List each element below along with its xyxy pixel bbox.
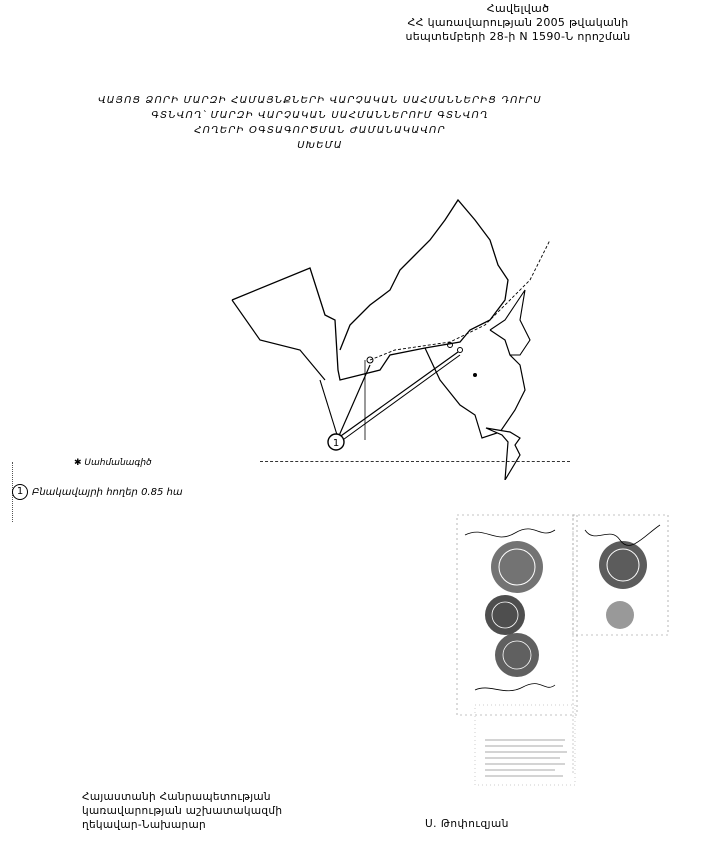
title-line-4: ՍԽԵՄԱ (297, 140, 343, 151)
survey-line-b (338, 352, 458, 438)
stamp-seal-4 (495, 633, 539, 677)
stamp-seal-3 (485, 595, 525, 635)
footer-signatory-title (82, 790, 282, 832)
footer-line-1: Հայաստանի Հանրապետության (82, 791, 271, 803)
stamps-and-signatures (445, 505, 675, 790)
legend-plot-text: Բնակավայրի հողեր 0.85 հա (32, 486, 183, 498)
stamp-paper-bottom (475, 705, 575, 785)
stamp-seal-1 (491, 541, 543, 593)
signer-name: Ս. Թոփուզյան (425, 818, 509, 830)
region-boundary (232, 200, 508, 380)
footer-line-3: ղեկավար-Նախարար (82, 819, 206, 831)
survey-line-d (320, 380, 338, 438)
legend-boundary-label: Սահմանագիծ (84, 458, 152, 468)
signature-scribble-1 (465, 529, 555, 537)
title-line-1: ՎԱՅՈՑ ՁՈՐԻ ՄԱՐԶԻ ՀԱՄԱՅՆՔՆԵՐԻ ՎԱՐՉԱԿԱՆ ՍԱՀՄԱՆՆԵՐԻՑ ԴՈՒՐՍ (98, 95, 542, 106)
map-marker-3 (458, 348, 463, 353)
document-text-lines (485, 740, 567, 776)
boundary-map (220, 180, 580, 480)
annex-header (368, 2, 668, 44)
north-arrow (486, 428, 520, 480)
document-title (60, 93, 580, 153)
map-marker-4 (473, 373, 477, 377)
title-line-2: ԳՏՆՎՈՂ՝ ՄԱՐԶԻ ՎԱՐՉԱԿԱՆ ՍԱՀՄԱՆՆԵՐՈՒՄ ԳՏՆՎՈՂ (151, 110, 489, 121)
title-line-3: ՀՈՂԵՐԻ ՕԳՏԱԳՈՐԾՄԱՆ ԺԱՄԱՆԱԿԱՎՈՐ (194, 125, 446, 136)
annex-date-line: սեպտեմբերի 28-ի N 1590-Ն որոշման (405, 30, 631, 43)
legend-boundary (74, 458, 152, 468)
point-1-label: 1 (332, 438, 340, 449)
region-inner-edge (232, 300, 325, 380)
stamp-seal-2 (599, 541, 647, 589)
annex-decision-line: ՀՀ կառավարության 2005 թվականի (407, 16, 629, 29)
lower-lobe (425, 330, 525, 438)
plot-number-icon: 1 (12, 484, 28, 500)
signature-scribble-3 (475, 684, 555, 691)
stamp-seal-5 (606, 601, 634, 629)
map-baseline (260, 461, 570, 462)
footer-line-2: կառավարության աշխատակազմի (82, 805, 283, 817)
survey-line-c (340, 355, 460, 442)
asterisk-icon: ✱ (74, 458, 82, 468)
legend-plot (12, 484, 183, 500)
annex-label: Հավելված (486, 2, 550, 15)
